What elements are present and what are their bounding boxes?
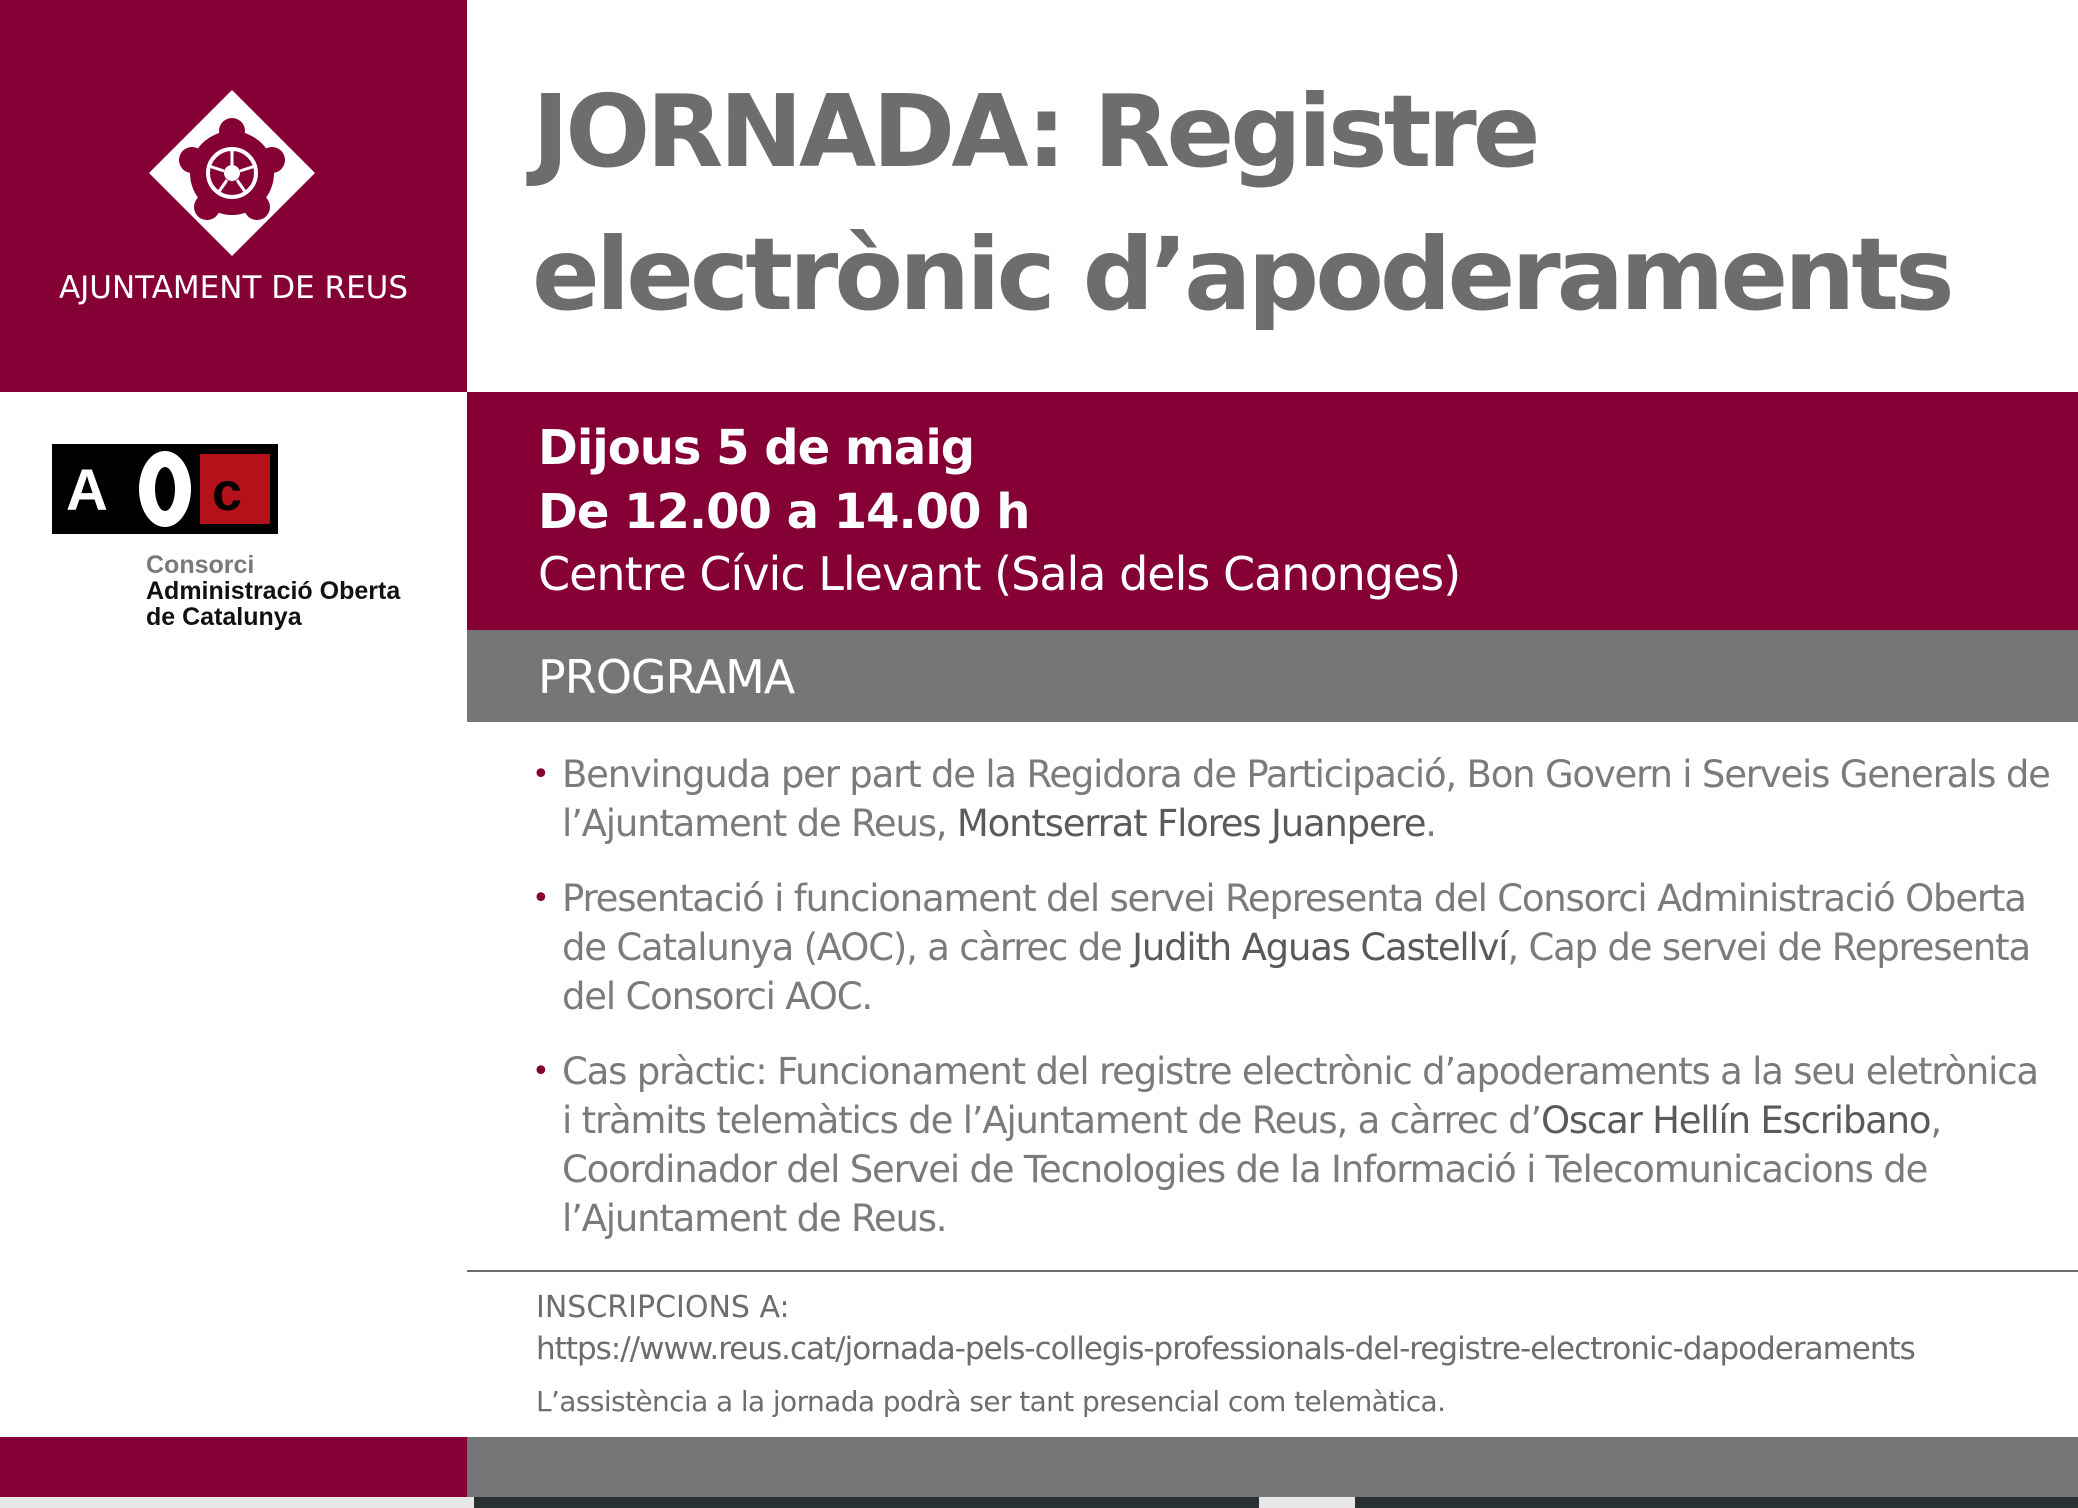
footer-dark-segment [1355,1497,2078,1508]
aoc-logo-icon [52,444,278,534]
registration-section [536,1290,1915,1418]
speaker-name: Judith Aguas Castellví [1132,926,1508,969]
programa-list [532,750,2052,1269]
event-date: Dijous 5 de maig [538,420,975,476]
aoc-consortium-name [146,552,400,630]
bullet-icon: • [532,1054,549,1089]
aoc-line-1: Consorci [146,551,255,579]
speaker-name: Montserrat Flores Juanpere [956,802,1426,845]
title-line-2: electrònic d’apoderaments [532,216,1951,333]
reus-name: AJUNTAMENT DE REUS [58,270,409,306]
programa-header-band [467,630,2078,722]
svg-text:c: c [212,462,243,522]
footer-band-right [467,1437,2078,1497]
registration-label: INSCRIPCIONS A: [536,1290,790,1325]
event-details-band [467,392,2078,630]
registration-link[interactable]: https://www.reus.cat/jornada-pels-collegis-professionals-del-registre-electronic-dapoderaments [536,1331,1915,1367]
aoc-line-2: Administració Oberta [146,577,401,605]
speaker-name: Oscar Hellín Escribano [1540,1099,1931,1142]
item-text-after: , Coordinador del Servei de Tecnologies de la Informació i Telecomunicacions de l’Ajuntament de Reus. [562,1099,1941,1240]
list-item [532,750,2052,848]
item-text: Cas pràctic: Funcionament del registre electrònic d’apoderaments a la seu eletrònica i tràmits telemàtics de l’Ajuntament de Reus, a càrrec d’ [562,1050,2038,1142]
event-title [532,60,2072,346]
bullet-icon: • [532,881,549,916]
event-time: De 12.00 a 14.00 h [538,484,1030,540]
list-item [532,1047,2052,1243]
item-text: Benvinguda per part de la Regidora de Participació, Bon Govern i Serveis Generals de l’Ajuntament de Reus, [562,753,2050,845]
item-text-after: , Cap de servei de Representa del Consorci AOC. [562,926,2030,1018]
footer-band-left [0,1437,467,1497]
item-text: Presentació i funcionament del servei Representa del Consorci Administració Oberta de Catalunya (AOC), a càrrec de [562,877,2026,969]
programa-heading: PROGRAMA [538,650,795,704]
aoc-line-3: de Catalunya [146,603,302,631]
svg-text:A: A [66,458,108,523]
item-text-after: . [1425,802,1436,845]
title-line-1: JORNADA: Registre [532,73,1537,190]
attendance-note: L’assistència a la jornada podrà ser tant presencial com telemàtica. [536,1385,1446,1418]
list-item [532,874,2052,1021]
footer-dark-segment [474,1497,1259,1508]
bullet-icon: • [532,757,549,792]
divider [467,1270,2078,1272]
reus-rose-logo-icon [147,88,317,258]
event-place: Centre Cívic Llevant (Sala dels Canonges) [538,547,1461,601]
